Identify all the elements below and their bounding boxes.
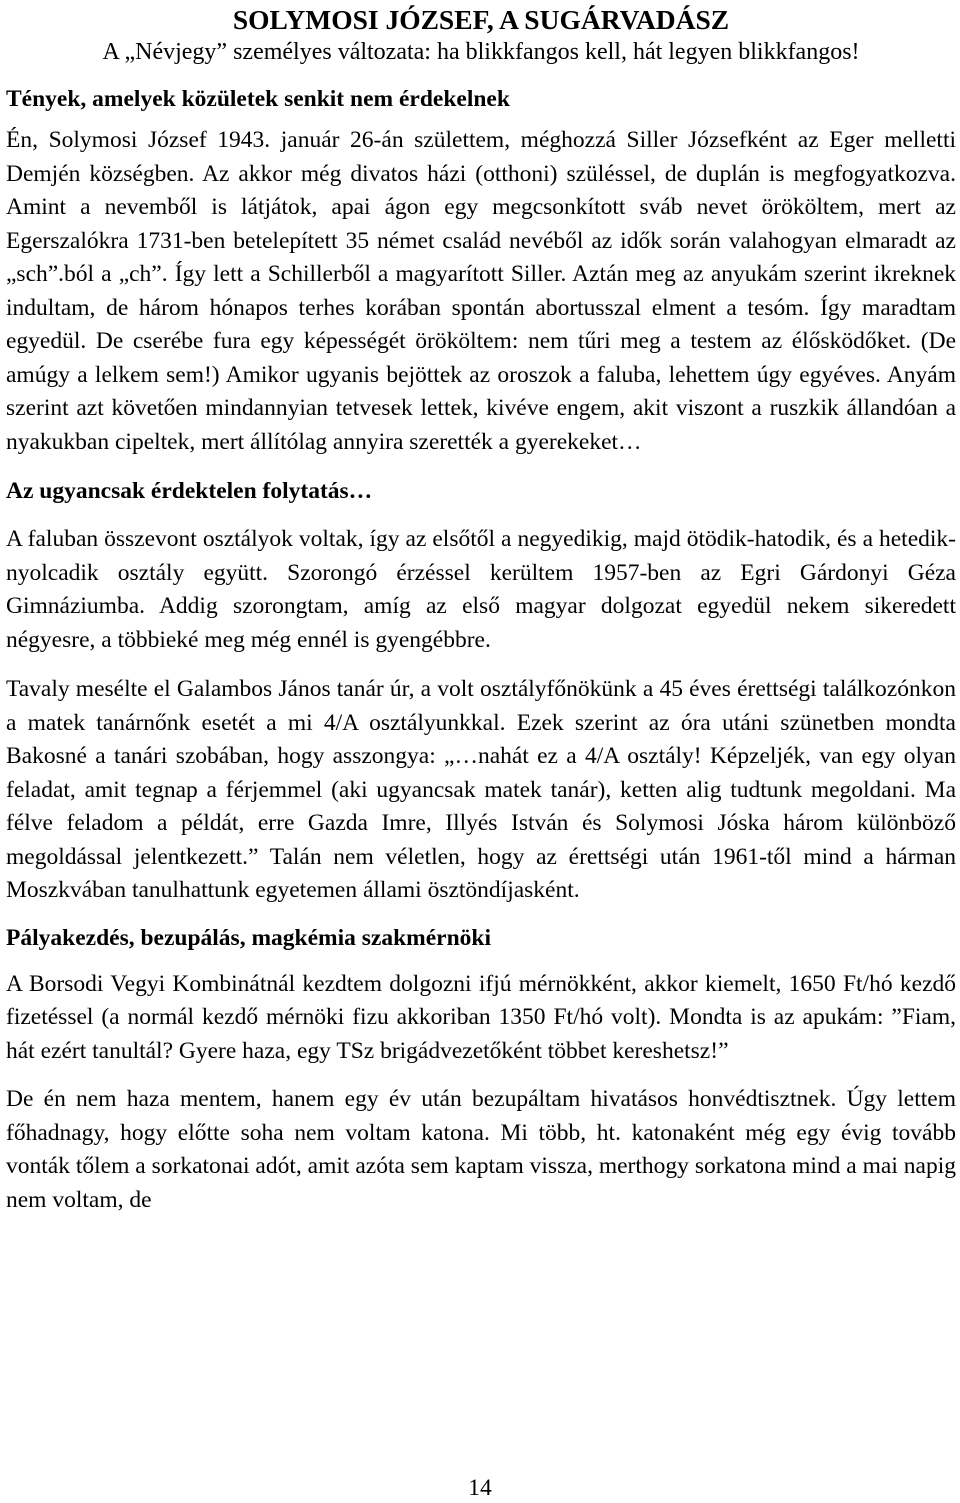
page-title: SOLYMOSI JÓZSEF, A SUGÁRVADÁSZ [232, 4, 730, 35]
paragraph-career-2: De én nem haza mentem, hanem egy év után bezupáltam hivatásos honvédtisztnek. Úgy lettem főhadnagy, hogy előtte soha nem voltam katona. Mi több, ht. katonaként még egy évig tovább vonták tőlem a sorkatonai adót, amit azóta sem kaptam vissza, merthogy sorkatona mind a mai napig nem voltam, de [6, 1086, 956, 1213]
page-subtitle: A „Névjegy” személyes változata: ha blikkfangos kell, hát legyen blikkfangos! [102, 39, 860, 65]
paragraph-career-1: A Borsodi Vegyi Kombinátnál kezdtem dolgozni ifjú mérnökként, akkor kiemelt, 1650 Ft/hó kezdő fizetéssel (a normál kezdő mérnöki fizu akkoriban 1350 Ft/hó volt). Mondta is az apukám: ”Fiam, hát ezért tanultál? Gyere haza, egy TSz brigádvezetőként többet kereshetsz!” [6, 970, 956, 1064]
paragraph-continuation-2: Tavaly mesélte el Galambos János tanár úr, a volt osztályfőnökünk a 45 éves érettségi találkozónkon a matek tanárnőnk esetét a mi 4/A osztályunkkal. Ezek szerint az óra utáni szünetben mondta Bakosné a tanári szobában, hogy asszongya: „…nahát ez a 4/A osztály! Képzeljék, van egy olyan feladat, amit tegnap a férjemmel (aki ugyancsak matek tanár), ketten alig tudtunk megoldani. Ma félve feladom a példát, erre Gazda Imre, Illyés István és Solymosi Jóska három különböző megoldással jelentkezett.” Talán nem véletlen, hogy az érettségi után 1961-től mind a hárman Moszkvában tanulhattunk egyetemen állami ösztöndíjasként. [6, 676, 956, 903]
paragraph-continuation-1: A faluban összevont osztályok voltak, így az elsőtől a negyedikig, majd ötödik-hatodik, és a hetedik-nyolcadik osztály együtt. Szorongó érzéssel kerültem 1957-ben az Egri Gárdonyi Géza Gimnáziumba. Addig szorongtam, amíg az első magyar dolgozat egyedül nekem sikeredett négyesre, a többieké meg még ennél is gyengébbre. [6, 526, 956, 653]
paragraph-facts-1: Én, Solymosi József 1943. január 26-án születtem, méghozzá Siller Józsefként az Eger melletti Demjén községben. Az akkor még divatos házi (otthoni) szüléssel, de duplán is megfogyatkozva. Amint a nevemből is látjátok, apai ágon egy megcsonkított sváb nevet örököltem, mert az Egerszalókra 1731-ben betelepített 35 német család nevéből az idők során valahogyan elmaradt az „sch”.ból a „ch”. Így lett a Schillerből a magyarított Siller. Aztán meg az anyukám szerint ikreknek indultam, de három hónapos terhes korában spontán abortusszal elment a tesóm. Így maradtam egyedül. De cserébe fura egy képességét örököltem: nem tűri meg a testem az élősködőket. (De amúgy a lelkem sem!) Amikor ugyanis bejöttek az oroszok a faluba, lehettem úgy egyéves. Anyám szerint azt követően mindannyian tetvesek lettek, kivéve engem, akit viszont a ruszkik állandóan a nyakukban cipeltek, mert állítólag annyira szerették a gyerekeket… [6, 127, 956, 455]
section-heading-continuation: Az ugyancsak érdektelen folytatás… [6, 478, 373, 504]
section-heading-facts: Tények, amelyek közületek senkit nem érdekelnek [6, 86, 510, 112]
section-heading-career: Pályakezdés, bezupálás, magkémia szakmérnöki [6, 924, 492, 951]
page-number: 14 [468, 1475, 492, 1501]
document-page [6, 0, 956, 1217]
